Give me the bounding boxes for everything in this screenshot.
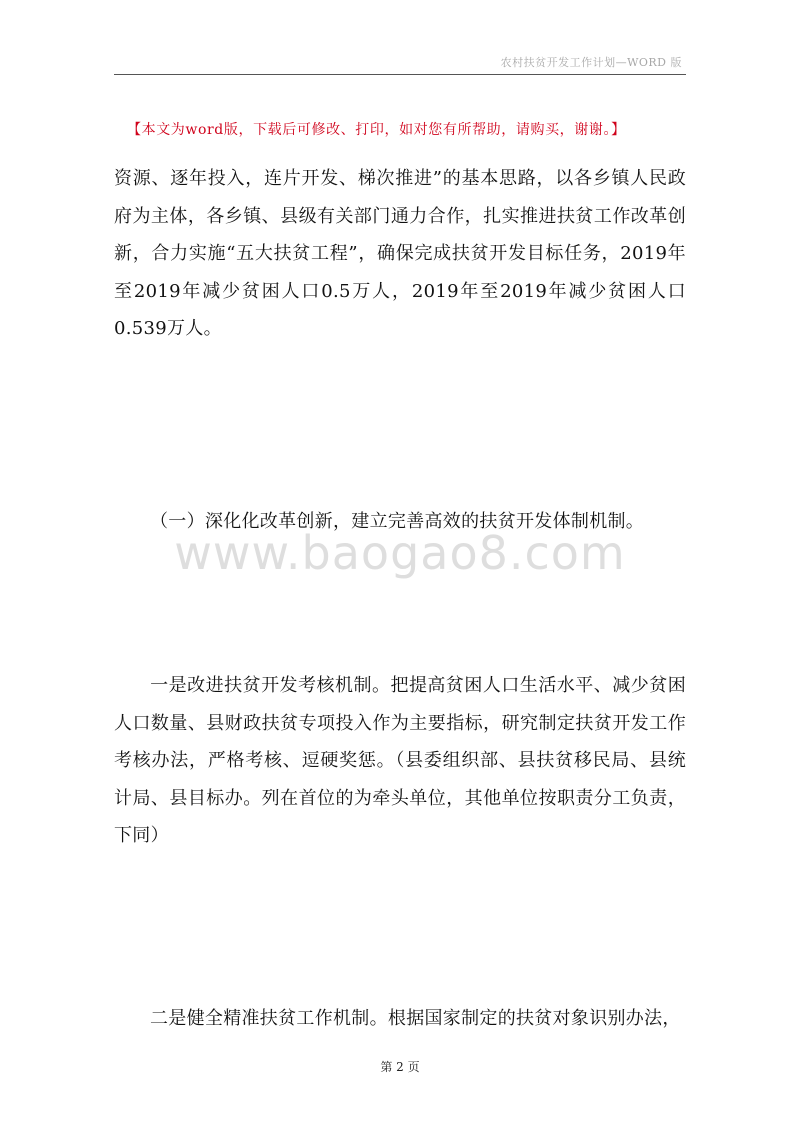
body-paragraph-2-text: 一是改进扶贫开发考核机制。把提高贫困人口生活水平、减少贫困人口数量、县财政扶贫专项投入作为主要指标，研究制定扶贫开发工作考核办法，严格考核、逗硬奖惩。（县委组织部、县扶贫移民局、县统计局、县目标办。列在首位的为牵头单位，其他单位按职责分工负责，下同） — [114, 675, 686, 846]
body-paragraph-3-text: 二是健全精准扶贫工作机制。根据国家制定的扶贫对象识别办法， — [150, 1008, 681, 1029]
body-paragraph-3 — [114, 1000, 686, 1038]
watermark: www.baogao8.com — [174, 526, 626, 580]
page-number: 第 2 页 — [380, 1060, 420, 1074]
section-heading-text: （一）深化化改革创新，建立完善高效的扶贫开发体制机制。 — [150, 511, 645, 532]
document-header-title: 农村扶贫开发工作计划—WORD 版 — [500, 56, 682, 69]
body-paragraph-2 — [114, 667, 686, 855]
header-divider — [114, 74, 686, 75]
body-paragraph-1: 资源、逐年投入，连片开发、梯次推进”的基本思路，以各乡镇人民政府为主体，各乡镇、县级有关部门通力合作，扎实推进扶贫工作改革创新，合力实施“五大扶贫工程”，确保完成扶贫开发目标任务，2019年至2019年减少贫困人口0.5万人，2019年至2019年减少贫困人口0.539万人。 — [114, 168, 686, 339]
download-notice: 【本文为word版，下载后可修改、打印，如对您有所帮助，请购买，谢谢。】 — [127, 122, 626, 138]
section-heading-1 — [114, 503, 686, 541]
